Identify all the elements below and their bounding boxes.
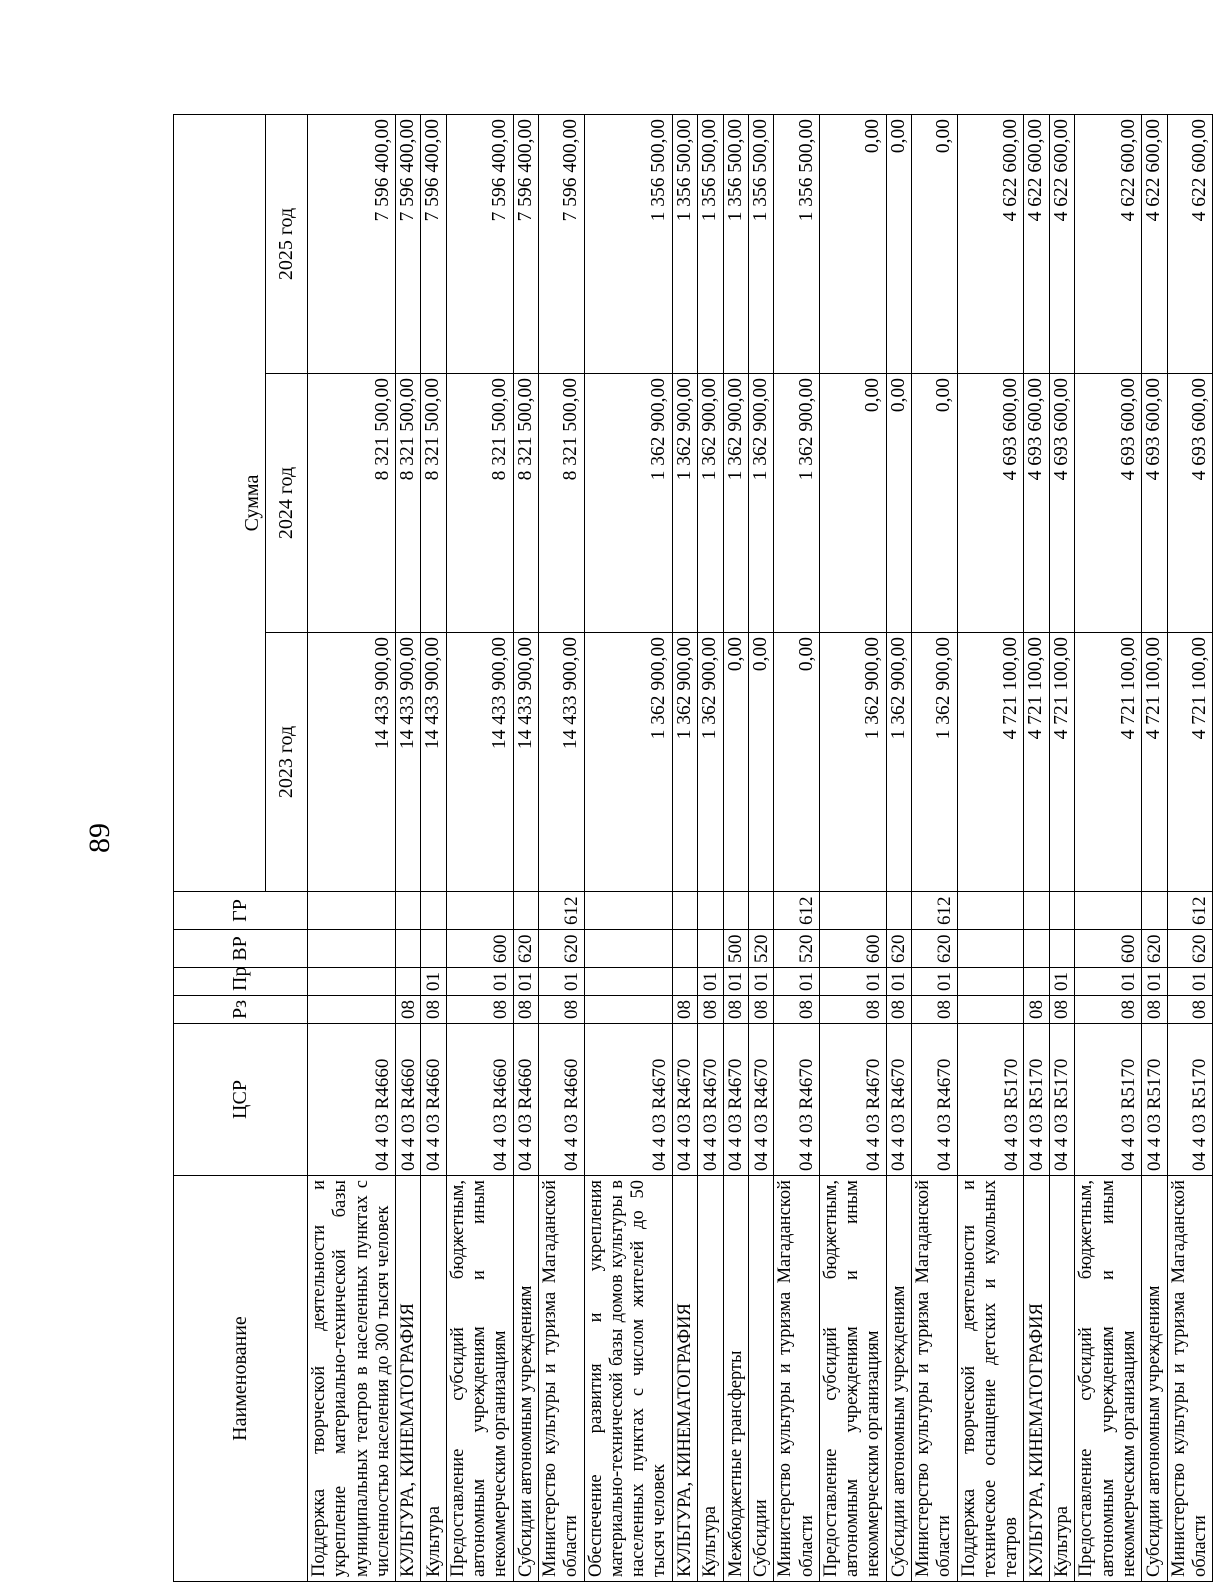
cell-gr: [446, 892, 513, 930]
cell-pr: [584, 968, 672, 996]
cell-rz: 08: [1142, 996, 1167, 1024]
cell-2023: 1 362 900,00: [584, 633, 672, 892]
cell-csr: 04 4 03 R5170: [1167, 1024, 1213, 1176]
cell-2025: 4 622 600,00: [1075, 114, 1142, 373]
cell-2024: 1 362 900,00: [723, 374, 748, 633]
cell-pr: 01: [819, 968, 886, 996]
cell-pr: 01: [912, 968, 958, 996]
cell-pr: [957, 968, 1024, 996]
cell-name: КУЛЬТУРА, КИНЕМАТОГРАФИЯ: [672, 1176, 697, 1582]
cell-name: Культура: [421, 1176, 446, 1582]
cell-rz: 08: [421, 996, 446, 1024]
cell-vr: 520: [748, 930, 773, 968]
cell-vr: 600: [1075, 930, 1142, 968]
cell-2023: 4 721 100,00: [1049, 633, 1074, 892]
cell-csr: 04 4 03 R4670: [723, 1024, 748, 1176]
cell-csr: 04 4 03 R4670: [672, 1024, 697, 1176]
cell-2024: 1 362 900,00: [584, 374, 672, 633]
cell-csr: 04 4 03 R4660: [396, 1024, 421, 1176]
cell-pr: 01: [1167, 968, 1213, 996]
cell-name: Субсидии автономным учреждениям: [886, 1176, 911, 1582]
cell-2025: 7 596 400,00: [446, 114, 513, 373]
cell-2024: 8 321 500,00: [513, 374, 538, 633]
cell-pr: 01: [698, 968, 723, 996]
cell-2024: 4 693 600,00: [1075, 374, 1142, 633]
header-vr: ВР: [174, 930, 308, 968]
table-body: [308, 114, 1213, 1581]
cell-pr: 01: [886, 968, 911, 996]
cell-vr: 600: [819, 930, 886, 968]
page-number: 89: [83, 823, 116, 853]
cell-2024: 1 362 900,00: [672, 374, 697, 633]
cell-name: Культура: [698, 1176, 723, 1582]
cell-2024: 8 321 500,00: [396, 374, 421, 633]
table-row: [774, 114, 820, 1581]
cell-gr: [819, 892, 886, 930]
cell-2023: 4 721 100,00: [957, 633, 1024, 892]
cell-csr: 04 4 03 R4670: [748, 1024, 773, 1176]
cell-pr: 01: [513, 968, 538, 996]
table-row: [912, 114, 958, 1581]
cell-rz: 08: [1167, 996, 1213, 1024]
cell-csr: 04 4 03 R4660: [421, 1024, 446, 1176]
cell-gr: 612: [912, 892, 958, 930]
cell-csr: 04 4 03 R4670: [886, 1024, 911, 1176]
header-name: Наименование: [174, 1176, 308, 1582]
cell-2023: 4 721 100,00: [1024, 633, 1049, 892]
header-rz: Рз: [174, 996, 308, 1024]
cell-2025: 4 622 600,00: [1142, 114, 1167, 373]
table-row: [748, 114, 773, 1581]
cell-name: Субсидии автономным учреждениям: [1142, 1176, 1167, 1582]
cell-2025: 7 596 400,00: [539, 114, 585, 373]
cell-2023: 1 362 900,00: [886, 633, 911, 892]
cell-gr: [421, 892, 446, 930]
table-row: [539, 114, 585, 1581]
cell-csr: 04 4 03 R5170: [957, 1024, 1024, 1176]
cell-2024: 1 362 900,00: [774, 374, 820, 633]
cell-gr: [396, 892, 421, 930]
cell-vr: 620: [539, 930, 585, 968]
cell-name: Культура: [1049, 1176, 1074, 1582]
cell-rz: [584, 996, 672, 1024]
cell-rz: 08: [446, 996, 513, 1024]
cell-2025: 1 356 500,00: [672, 114, 697, 373]
cell-rz: 08: [723, 996, 748, 1024]
cell-vr: 620: [886, 930, 911, 968]
cell-name: Поддержка творческой деятельности и укрепление материально-технической базы муниципальных театров в населенных пунктах с численностью населения до 300 тысяч человек: [308, 1176, 396, 1582]
cell-name: Предоставление субсидий бюджетным, автономным учреждениям и иным некоммерческим организациям: [446, 1176, 513, 1582]
cell-2025: 7 596 400,00: [308, 114, 396, 373]
cell-rz: 08: [819, 996, 886, 1024]
cell-2024: 0,00: [819, 374, 886, 633]
cell-2024: 4 693 600,00: [957, 374, 1024, 633]
cell-2023: 1 362 900,00: [672, 633, 697, 892]
cell-vr: [308, 930, 396, 968]
cell-vr: 520: [774, 930, 820, 968]
cell-vr: [396, 930, 421, 968]
cell-gr: [513, 892, 538, 930]
cell-2025: 0,00: [912, 114, 958, 373]
cell-gr: 612: [539, 892, 585, 930]
cell-csr: 04 4 03 R5170: [1075, 1024, 1142, 1176]
cell-csr: 04 4 03 R4670: [912, 1024, 958, 1176]
cell-rz: [308, 996, 396, 1024]
cell-gr: [698, 892, 723, 930]
cell-2023: 4 721 100,00: [1167, 633, 1213, 892]
cell-2024: 4 693 600,00: [1142, 374, 1167, 633]
cell-pr: 01: [1049, 968, 1074, 996]
table-row: [723, 114, 748, 1581]
cell-2025: 0,00: [819, 114, 886, 373]
cell-2025: 1 356 500,00: [723, 114, 748, 373]
cell-2023: 4 721 100,00: [1075, 633, 1142, 892]
cell-name: Предоставление субсидий бюджетным, автономным учреждениям и иным некоммерческим организациям: [819, 1176, 886, 1582]
cell-name: Обеспечение развития и укрепления материально-технической базы домов культуры в населенных пунктах с числом жителей до 50 тысяч человек: [584, 1176, 672, 1582]
cell-name: Межбюджетные трансферты: [723, 1176, 748, 1582]
cell-2023: 14 433 900,00: [539, 633, 585, 892]
cell-2024: 8 321 500,00: [539, 374, 585, 633]
cell-name: Поддержка творческой деятельности и техническое оснащение детских и кукольных театров: [957, 1176, 1024, 1582]
cell-vr: [584, 930, 672, 968]
cell-name: Министерство культуры и туризма Магаданской области: [1167, 1176, 1213, 1582]
cell-rz: 08: [886, 996, 911, 1024]
cell-2025: 1 356 500,00: [584, 114, 672, 373]
cell-2023: 4 721 100,00: [1142, 633, 1167, 892]
cell-vr: 620: [912, 930, 958, 968]
cell-2024: 4 693 600,00: [1167, 374, 1213, 633]
table-row: [1049, 114, 1074, 1581]
cell-csr: 04 4 03 R4670: [584, 1024, 672, 1176]
cell-vr: [1024, 930, 1049, 968]
cell-vr: [672, 930, 697, 968]
cell-name: Предоставление субсидий бюджетным, автономным учреждениям и иным некоммерческим организациям: [1075, 1176, 1142, 1582]
cell-name: Министерство культуры и туризма Магаданской области: [539, 1176, 585, 1582]
cell-name: Субсидии автономным учреждениям: [513, 1176, 538, 1582]
cell-gr: [1075, 892, 1142, 930]
cell-gr: [584, 892, 672, 930]
cell-pr: [396, 968, 421, 996]
table-row: [672, 114, 697, 1581]
cell-2025: 4 622 600,00: [957, 114, 1024, 373]
cell-2024: 8 321 500,00: [421, 374, 446, 633]
header-pr: Пр: [174, 968, 308, 996]
cell-pr: [672, 968, 697, 996]
cell-csr: 04 4 03 R5170: [1024, 1024, 1049, 1176]
cell-csr: 04 4 03 R4660: [539, 1024, 585, 1176]
header-gr: ГР: [174, 892, 308, 930]
table-row: [584, 114, 672, 1581]
cell-csr: 04 4 03 R4670: [774, 1024, 820, 1176]
table-row: [446, 114, 513, 1581]
cell-gr: 612: [1167, 892, 1213, 930]
cell-2025: 1 356 500,00: [774, 114, 820, 373]
cell-vr: 620: [1167, 930, 1213, 968]
cell-csr: 04 4 03 R4670: [698, 1024, 723, 1176]
cell-pr: 01: [421, 968, 446, 996]
table-row: [513, 114, 538, 1581]
cell-2023: 14 433 900,00: [421, 633, 446, 892]
cell-2024: 8 321 500,00: [308, 374, 396, 633]
cell-vr: 500: [723, 930, 748, 968]
cell-2024: 0,00: [886, 374, 911, 633]
cell-gr: [957, 892, 1024, 930]
cell-name: КУЛЬТУРА, КИНЕМАТОГРАФИЯ: [1024, 1176, 1049, 1582]
table-row: [308, 114, 396, 1581]
table-row: [1024, 114, 1049, 1581]
cell-vr: 620: [1142, 930, 1167, 968]
cell-2024: 1 362 900,00: [748, 374, 773, 633]
cell-gr: 612: [774, 892, 820, 930]
table-row: [957, 114, 1024, 1581]
cell-name: Министерство культуры и туризма Магаданской области: [912, 1176, 958, 1582]
cell-2023: 14 433 900,00: [396, 633, 421, 892]
cell-rz: 08: [672, 996, 697, 1024]
cell-rz: [957, 996, 1024, 1024]
header-sum: Сумма: [174, 114, 266, 891]
cell-2025: 7 596 400,00: [513, 114, 538, 373]
cell-2024: 4 693 600,00: [1049, 374, 1074, 633]
table-row: [421, 114, 446, 1581]
table-row: [396, 114, 421, 1581]
cell-rz: 08: [748, 996, 773, 1024]
header-2024: 2024 год: [266, 374, 308, 633]
cell-rz: 08: [1024, 996, 1049, 1024]
cell-2023: 1 362 900,00: [819, 633, 886, 892]
cell-2023: 14 433 900,00: [308, 633, 396, 892]
cell-name: Министерство культуры и туризма Магаданской области: [774, 1176, 820, 1582]
cell-pr: 01: [774, 968, 820, 996]
cell-gr: [748, 892, 773, 930]
cell-gr: [672, 892, 697, 930]
cell-2023: 0,00: [723, 633, 748, 892]
cell-2025: 0,00: [886, 114, 911, 373]
cell-csr: 04 4 03 R5170: [1142, 1024, 1167, 1176]
cell-rz: 08: [912, 996, 958, 1024]
cell-pr: [1024, 968, 1049, 996]
header-2023: 2023 год: [266, 633, 308, 892]
cell-2025: 4 622 600,00: [1167, 114, 1213, 373]
cell-rz: 08: [1049, 996, 1074, 1024]
cell-csr: 04 4 03 R4660: [513, 1024, 538, 1176]
cell-gr: [1142, 892, 1167, 930]
cell-pr: 01: [1142, 968, 1167, 996]
cell-csr: 04 4 03 R4660: [446, 1024, 513, 1176]
cell-rz: 08: [774, 996, 820, 1024]
cell-2023: 14 433 900,00: [513, 633, 538, 892]
table-row: [1167, 114, 1213, 1581]
cell-vr: [421, 930, 446, 968]
cell-csr: 04 4 03 R4670: [819, 1024, 886, 1176]
cell-2023: 1 362 900,00: [698, 633, 723, 892]
table-row: [698, 114, 723, 1581]
cell-rz: 08: [513, 996, 538, 1024]
cell-gr: [308, 892, 396, 930]
cell-2024: 1 362 900,00: [698, 374, 723, 633]
cell-vr: [957, 930, 1024, 968]
table-row: [886, 114, 911, 1581]
cell-csr: 04 4 03 R4660: [308, 1024, 396, 1176]
cell-name: Субсидии: [748, 1176, 773, 1582]
cell-name: КУЛЬТУРА, КИНЕМАТОГРАФИЯ: [396, 1176, 421, 1582]
cell-2024: 4 693 600,00: [1024, 374, 1049, 633]
cell-2023: 14 433 900,00: [446, 633, 513, 892]
cell-2025: 7 596 400,00: [396, 114, 421, 373]
cell-rz: 08: [698, 996, 723, 1024]
cell-gr: [1049, 892, 1074, 930]
budget-table: [173, 114, 1213, 1582]
cell-2024: 0,00: [912, 374, 958, 633]
cell-2025: 1 356 500,00: [698, 114, 723, 373]
header-2025: 2025 год: [266, 114, 308, 373]
cell-pr: 01: [748, 968, 773, 996]
cell-rz: 08: [539, 996, 585, 1024]
cell-gr: [1024, 892, 1049, 930]
cell-2025: 4 622 600,00: [1024, 114, 1049, 373]
cell-2024: 8 321 500,00: [446, 374, 513, 633]
cell-gr: [886, 892, 911, 930]
table-row: [1142, 114, 1167, 1581]
cell-pr: 01: [539, 968, 585, 996]
cell-2025: 7 596 400,00: [421, 114, 446, 373]
cell-pr: 01: [1075, 968, 1142, 996]
cell-gr: [723, 892, 748, 930]
cell-2023: 0,00: [774, 633, 820, 892]
cell-vr: 620: [513, 930, 538, 968]
cell-vr: [1049, 930, 1074, 968]
budget-table-container: [173, 115, 1211, 1582]
cell-vr: [698, 930, 723, 968]
cell-2025: 1 356 500,00: [748, 114, 773, 373]
cell-2025: 4 622 600,00: [1049, 114, 1074, 373]
cell-pr: 01: [723, 968, 748, 996]
cell-pr: 01: [446, 968, 513, 996]
header-csr: ЦСР: [174, 1024, 308, 1176]
cell-pr: [308, 968, 396, 996]
cell-rz: 08: [396, 996, 421, 1024]
cell-2023: 1 362 900,00: [912, 633, 958, 892]
cell-2023: 0,00: [748, 633, 773, 892]
table-row: [819, 114, 886, 1581]
cell-vr: 600: [446, 930, 513, 968]
table-row: [1075, 114, 1142, 1581]
cell-rz: 08: [1075, 996, 1142, 1024]
cell-csr: 04 4 03 R5170: [1049, 1024, 1074, 1176]
